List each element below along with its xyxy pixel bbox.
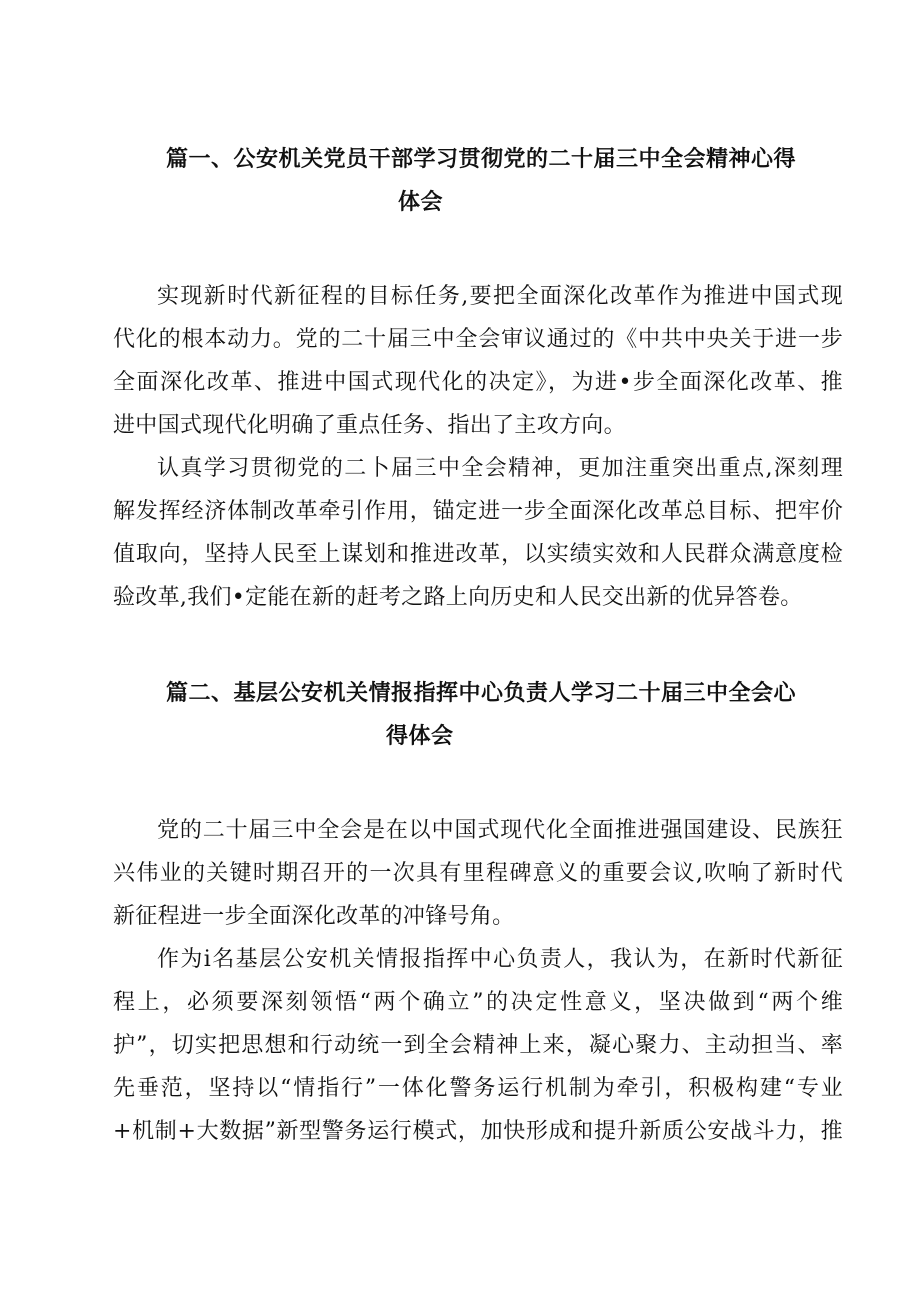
s1-p2-line4: 验改革,我们•定能在新的赶考之路上向历史和人民交出新的优异答卷。 [113, 585, 803, 610]
s2-p1-line2: 兴伟业的关键时期召开的一次具有里程碑意义的重要会议,吹响了新时代 [113, 861, 843, 886]
s2-p2-line1: 作为i名基层公安机关情报指挥中心负责人，我认为，在新时代新征 [157, 947, 843, 972]
s2-p1-line1: 党的二十届三中全会是在以中国式现代化全面推进强国建设、民族狂 [157, 818, 843, 843]
s1-p2-line2: 解发挥经济体制改革牵引作用，锚定进一步全面深化改革总目标、把牢价 [113, 499, 843, 524]
s2-p2-line5: +机制+大数据”新型警务运行模式，加快形成和提升新质公安战斗力，推 [113, 1119, 843, 1144]
section2-title-line1: 篇二、基层公安机关情报指挥中心负责人学习二十届三中全会心 [166, 681, 797, 706]
section1-title-line2: 体会 [398, 190, 444, 215]
s2-p2-line2: 程上，必须要深刻领悟“两个确立”的决定性意义，坚决做到“两个维 [113, 990, 843, 1015]
s1-p1-line2: 代化的根本动力。党的二十届三中全会审议通过的《中共中央关于进一步 [113, 327, 843, 352]
s2-p2-line4: 先垂范，坚持以“情指行”一体化警务运行机制为牵引，积极构建“专业 [113, 1076, 843, 1101]
s1-p1-line3: 全面深化改革、推进中国式现代化的决定》，为进•步全面深化改革、推 [113, 370, 843, 395]
section1-title-line1: 篇一、公安机关党员干部学习贯彻党的二十届三中全会精神心得 [166, 147, 797, 172]
s1-p2-line3: 值取向，坚持人民至上谋划和推进改革，以实绩实效和人民群众满意度检 [113, 542, 843, 567]
s2-p2-line3: 护”，切实把思想和行动统一到全会精神上来，凝心聚力、主动担当、率 [113, 1033, 843, 1058]
s1-p1-line1: 实现新时代新征程的目标任务,要把全面深化改革作为推进中国式现 [157, 284, 843, 309]
s1-p1-line4: 进中国式现代化明确了重点任务、指出了主攻方向。 [113, 413, 626, 438]
s2-p1-line3: 新征程进一步全面深化改革的冲锋号角。 [113, 904, 515, 929]
s1-p2-line1: 认真学习贯彻党的二卜届三中全会精神，更加注重突出重点,深刻理 [157, 456, 843, 481]
section2-title-line2: 得体会 [386, 724, 454, 749]
